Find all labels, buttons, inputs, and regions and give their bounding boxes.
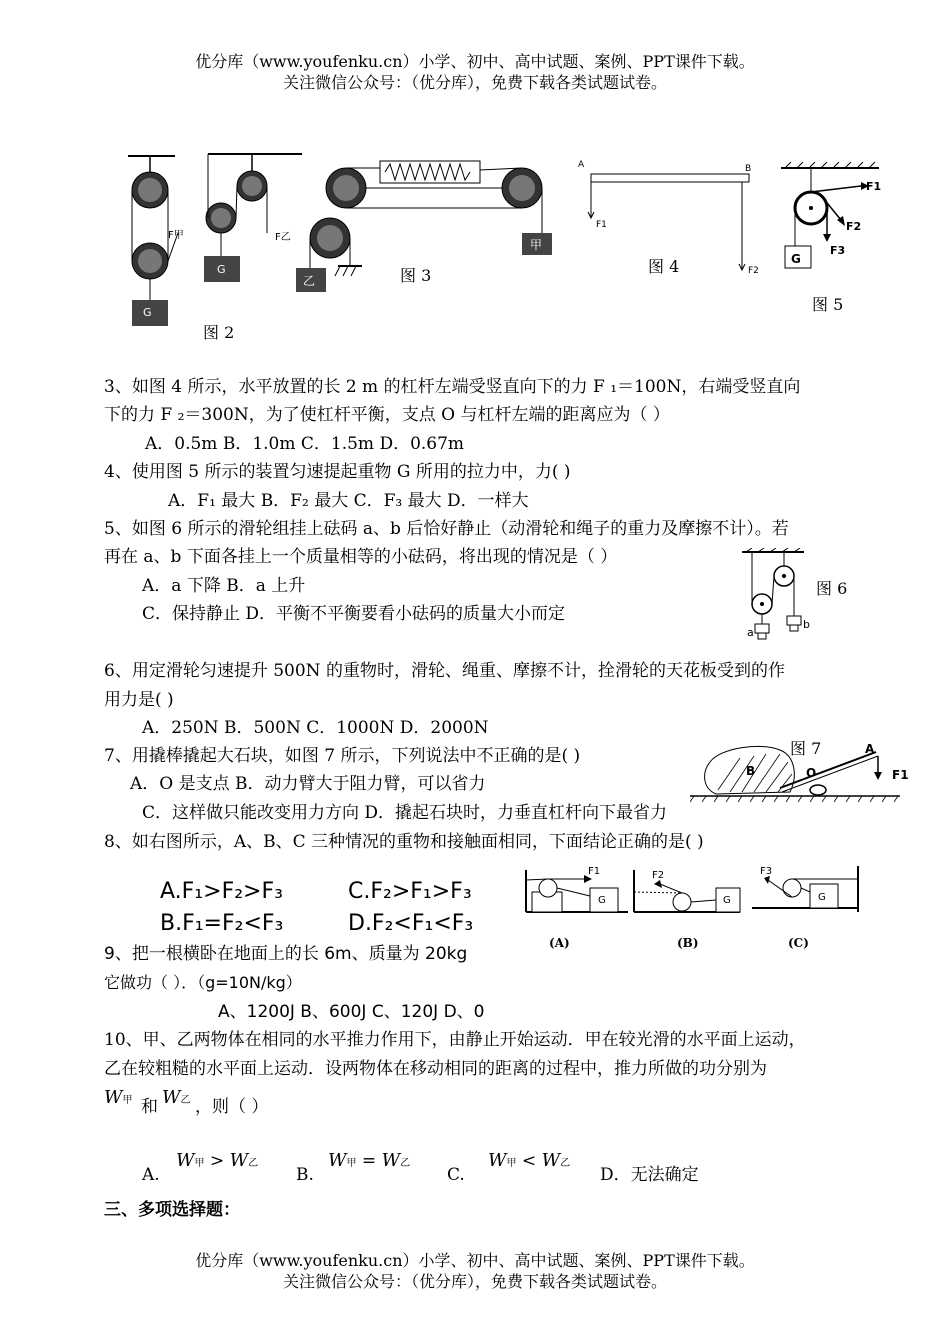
fig5-label-f1: F1 (866, 180, 882, 193)
q10-line3-end: ，则（ ） (195, 1097, 269, 1117)
fig8-caption-c: (C) (788, 936, 809, 950)
q7-options2: C．这样做只能改变用力方向 D．撬起石块时，力垂直杠杆向下最省力 (142, 803, 668, 823)
fig5-label-f3: F3 (830, 244, 846, 257)
fig8-label-f3: F3 (760, 866, 773, 877)
section-3-title: 三、多项选择题： (104, 1200, 240, 1220)
q8-option-c: C.F₂>F₁>F₃ (348, 879, 472, 904)
fig4-label-f1: F1 (596, 220, 607, 230)
q10-line1: 10、甲、乙两物体在相同的水平推力作用下，由静止开始运动．甲在较光滑的水平面上运动， (104, 1030, 806, 1050)
q9-options: A、1200J B、600J C、120J D、0 (218, 1002, 485, 1022)
figure-8-pulley-setups (520, 862, 860, 924)
q8-line1: 8、如右图所示，A、B、C 三种情况的重物和接触面相同，下面结论正确的是( ) (104, 832, 704, 852)
q10-and: 和 (141, 1097, 158, 1117)
fig4-label-b: B (745, 164, 752, 174)
q8-option-a: A.F₁>F₂>F₃ (160, 879, 283, 904)
fig2-label-g1: G (143, 306, 152, 319)
q6-line2: 用力是( ) (104, 690, 174, 710)
fig5-label-g: G (791, 252, 801, 266)
fig3-label-yi: 乙 (303, 274, 316, 288)
q5-options1: A．a 下降 B．a 上升 (142, 576, 306, 596)
figure-5-caption: 图 5 (812, 295, 844, 314)
fig4-label-f2: F2 (748, 266, 759, 276)
q10-line2: 乙在较粗糙的水平面上运动．设两物体在移动相同的距离的过程中，推力所做的功分别为 (104, 1059, 767, 1079)
footer-line-2: 关注微信公众号：（优分库），免费下载各类试题试卷。 (282, 1272, 667, 1291)
q10-option-c-label: C. (447, 1165, 465, 1185)
figure-2-caption: 图 2 (203, 323, 235, 342)
fig8-label-g-c: G (818, 892, 826, 903)
fig2-label-f-yi: F乙 (275, 232, 291, 243)
fig2-label-g2: G (217, 263, 226, 276)
fig8-label-g-a: G (598, 895, 606, 906)
q3-line1: 3、如图 4 所示，水平放置的长 2 m 的杠杆左端受竖直向下的力 F ₁＝100N，右端受竖直向 (104, 377, 801, 397)
q10-option-c-formula: W甲 < W乙 (488, 1150, 571, 1171)
q8-option-b: B.F₁=F₂<F₃ (160, 911, 284, 936)
q10-w-jia: W甲 (104, 1087, 133, 1108)
q10-option-b-label: B. (296, 1165, 314, 1185)
q9-line1: 9、把一根横卧在地面上的长 6m、质量为 20kg (104, 944, 468, 964)
q3-options: A．0.5m B．1.0m C．1.5m D．0.67m (145, 434, 465, 454)
q7-line1: 7、用撬棒撬起大石块，如图 7 所示，下列说法中不正确的是( ) (104, 746, 581, 766)
fig3-label-jia: 甲 (530, 238, 543, 252)
q10-option-d: D．无法确定 (600, 1165, 699, 1185)
footer-line-1: 优分库（www.youfenku.cn）小学、初中、高中试题、案例、PPT课件下载。 (195, 1251, 755, 1270)
figure-3-caption: 图 3 (400, 266, 432, 285)
fig7-label-o: O (806, 766, 817, 780)
fig6-label-a: a (747, 626, 754, 639)
q4-options: A．F₁ 最大 B．F₂ 最大 C．F₃ 最大 D．一样大 (168, 491, 529, 511)
fig8-label-f1: F1 (588, 866, 601, 877)
q10-option-a-formula: W甲 > W乙 (176, 1150, 259, 1171)
fig7-label-b: B (746, 764, 756, 778)
q9-line2: 它做功（ ）．（g=10N/kg） (104, 973, 302, 992)
q10-w-yi: W乙 (162, 1087, 191, 1108)
q7-options1: A．O 是支点 B．动力臂大于阻力臂，可以省力 (130, 774, 486, 794)
figure-6-caption: 图 6 (816, 579, 848, 598)
fig8-label-f2: F2 (652, 870, 665, 881)
fig4-label-a: A (578, 160, 585, 170)
figure-4-caption: 图 4 (648, 257, 680, 276)
fig7-label-f1: F1 (892, 768, 909, 782)
fig7-label-a: A (865, 742, 875, 756)
q8-option-d: D.F₂<F₁<F₃ (348, 911, 474, 936)
fig8-label-g-b: G (723, 895, 731, 906)
header-line-2: 关注微信公众号：（优分库），免费下载各类试题试卷。 (282, 73, 667, 92)
figure-7-caption: 图 7 (790, 739, 822, 758)
q5-line2: 再在 a、b 下面各挂上一个质量相等的小砝码，将出现的情况是（ ） (104, 547, 618, 567)
fig6-label-b: b (803, 618, 810, 631)
q4-line1: 4、使用图 5 所示的装置匀速提起重物 G 所用的拉力中，力( ) (104, 462, 571, 482)
q5-options2: C．保持静止 D．平衡不平衡要看小砝码的质量大小而定 (142, 604, 566, 624)
fig5-label-f2: F2 (846, 220, 862, 233)
q6-line1: 6、用定滑轮匀速提升 500N 的重物时，滑轮、绳重、摩擦不计，拴滑轮的天花板受到的作 (104, 661, 785, 681)
header-line-1: 优分库（www.youfenku.cn）小学、初中、高中试题、案例、PPT课件下载。 (195, 52, 755, 71)
q10-option-b-formula: W甲 = W乙 (328, 1150, 411, 1171)
fig2-label-f-jia: F甲 (168, 230, 184, 241)
fig8-caption-a: (A) (549, 936, 570, 950)
q3-line2: 下的力 F ₂＝300N，为了使杠杆平衡，支点 O 与杠杆左端的距离应为（ ） (104, 405, 670, 425)
q6-options: A．250N B．500N C．1000N D．2000N (142, 718, 489, 738)
q10-option-a-label: A. (142, 1165, 160, 1185)
fig8-caption-b: (B) (677, 936, 699, 950)
q5-line1: 5、如图 6 所示的滑轮组挂上砝码 a、b 后恰好静止（动滑轮和绳子的重力及摩擦不计）。若 (104, 519, 789, 539)
